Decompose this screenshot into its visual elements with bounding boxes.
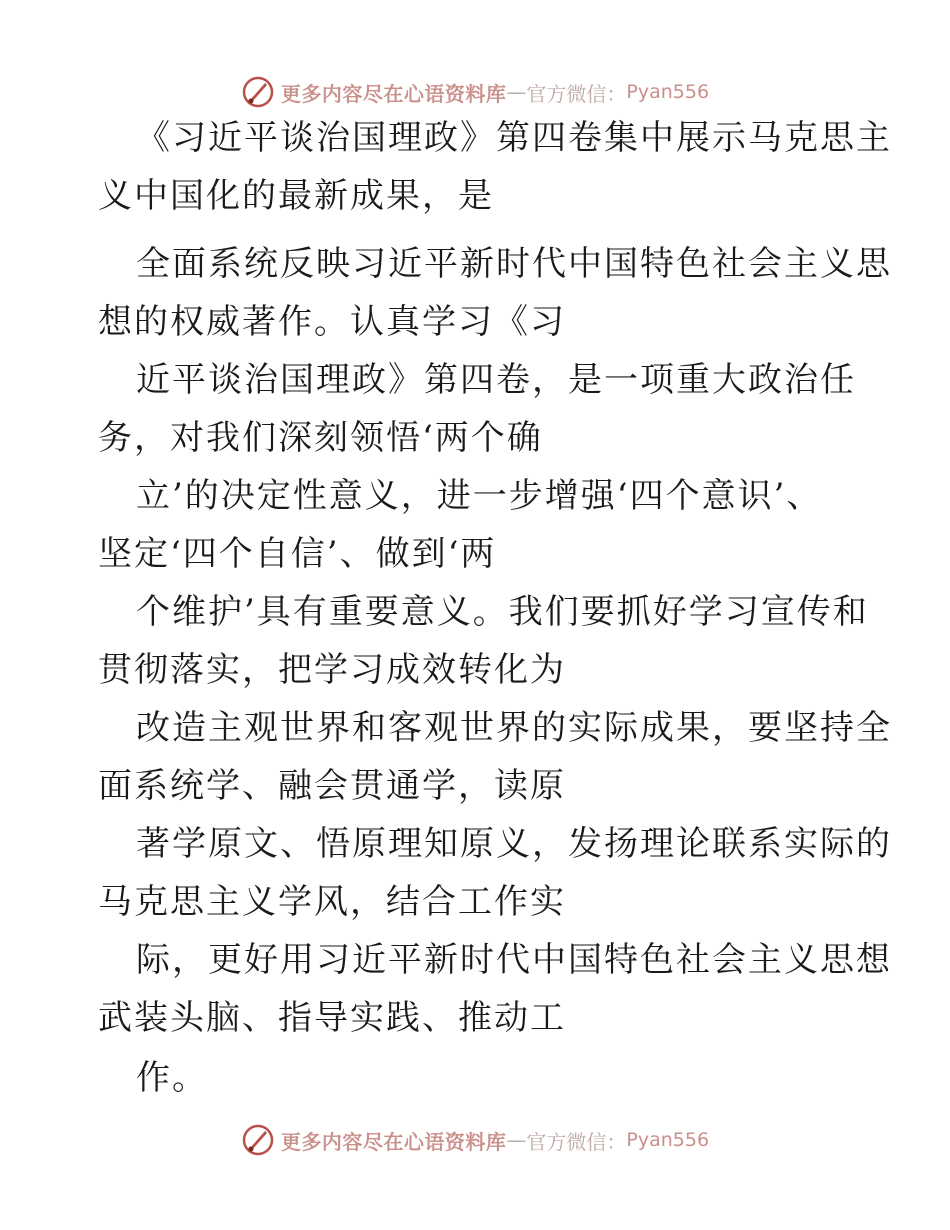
- footer-wechat-label: 官方微信：: [526, 1129, 627, 1154]
- footer-site-name: 更多内容尽在心语资料库: [280, 1129, 507, 1154]
- quill-logo-icon: [241, 75, 275, 109]
- text-line: 作。: [136, 1058, 208, 1098]
- text-line: 际，更好用习近平新时代中国特色社会主义思想: [136, 940, 892, 980]
- text-line: 武装头脑、指导实践、推动工: [98, 998, 566, 1038]
- header-wechat-label: 官方微信：: [526, 81, 627, 106]
- text-line: 著学原文、悟原理知原义，发扬理论联系实际的: [136, 824, 892, 864]
- text-line: 贯彻落实，把学习成效转化为: [98, 650, 566, 690]
- footer-wechat-id: Pyan556: [626, 1129, 710, 1151]
- header-separator: —: [506, 80, 527, 104]
- text-line: 务，对我们深刻领悟‘两个确: [98, 418, 543, 458]
- header-wechat-id: Pyan556: [626, 81, 710, 103]
- quill-logo-icon: [241, 1123, 275, 1157]
- text-line: 义中国化的最新成果，是: [98, 176, 494, 216]
- text-line: 立’的决定性意义，进一步增强‘四个意识’、: [136, 476, 823, 516]
- header-site-name: 更多内容尽在心语资料库: [280, 81, 507, 106]
- text-line: 全面系统反映习近平新时代中国特色社会主义思: [136, 244, 892, 284]
- text-line: 想的权威著作。认真学习《习: [98, 302, 566, 342]
- header-banner: [0, 72, 950, 112]
- footer-separator: —: [506, 1128, 527, 1152]
- text-line: 坚定‘四个自信’、做到‘两: [98, 534, 497, 574]
- text-line: 《习近平谈治国理政》第四卷集中展示马克思主: [136, 118, 892, 158]
- text-line: 个维护’具有重要意义。我们要抓好学习宣传和: [136, 592, 869, 632]
- text-line: 面系统学、融会贯通学，读原: [98, 766, 566, 806]
- text-line: 改造主观世界和客观世界的实际成果，要坚持全: [136, 708, 892, 748]
- text-line: 马克思主义学风，结合工作实: [98, 882, 566, 922]
- footer-banner: [0, 1120, 950, 1160]
- text-line: 近平谈治国理政》第四卷，是一项重大政治任: [136, 360, 856, 400]
